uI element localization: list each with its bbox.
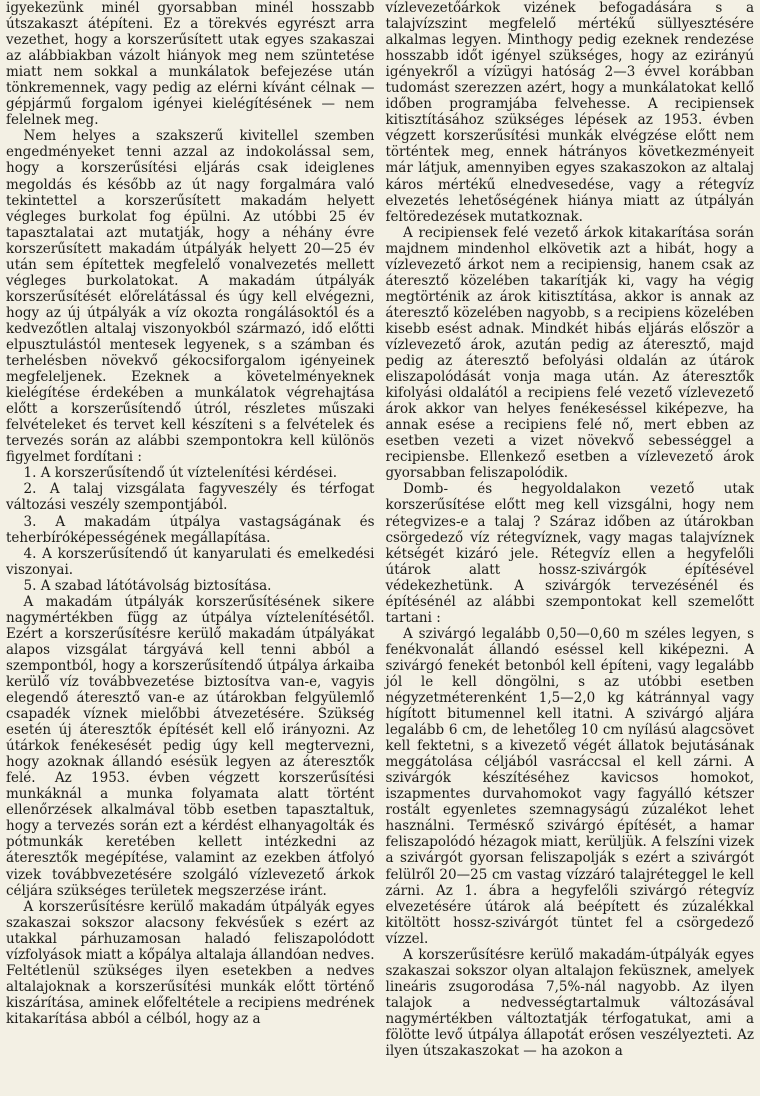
paragraph: vízlevezetőárkok vizének befogadására s a talajvízszint megfelelő mértékű süllyesztésére alkalmas legyen. Minthogy pedig ezeknek rendezése hosszabb időt igényel szükséges, hogy az ezirányú igényekről a vízügyi hatóság 2—3 évvel korábban tudomást szerezzen azért, hogy a munkálatokat kellő időben programjába felvehesse. A recipiensek kitisztításához szükséges lépések az 1953. évben végzett korszerűsítési munkák elvégzése előtt nem történtek meg, ennek hátrányos következményeit már látjuk, amennyiben egyes szakaszokon az altalaj káros mértékű elnedvesedése, vagy a rétegvíz elvezetés lehetőségének hiánya miatt az útpályán feltöredezések mutatkoznak. (385, 0, 754, 225)
list-item: 4. A korszerűsítendő út kanyarulati és emelkedési viszonyai. (6, 545, 375, 578)
list-item: 5. A szabad látótávolság biztosítása. (23, 577, 272, 594)
list-item: 3. A makadám útpálya vastagságának és teherbíróképességének megállapítása. (6, 513, 375, 546)
paragraph: A szivárgó legalább 0,50—0,60 m széles legyen, s fenékvonalát állandó eséssel kell kiképezni. A szivárgó fenekét betonból kell építeni, vagy legalább jól le kell döngölni, s az utóbbi esetben négyzetméterenként 1,5—2,0 kg kátránnyal vagy hígított bitumennel kell itatni. A szivárgó aljára legalább 6 cm, de lehetőleg 10 cm nyílású alagcsövet kell fektetni, s a kivezető végét állatok bejutásának meggátolása céljából vasráccsal el kell zárni. A szivárgók készítéséhez kavicsos homokot, iszapmentes durvahomokot vagy fagyálló kétszer rostált egyenletes szemnagyságú zúzalékot lehet használni. Termésкő szivárgó építését, a hamar feliszapolódó hézagok miatt, kerüljük. A felszíni vizek a szivárgót gyorsan feliszapolják s ezért a szivárgót felülről 20—25 cm vastag vízzáró talajréteggel le kell zárni. Az 1. ábra a hegyfelőli szivárgó rétegvíz elvezetésére útárok alá beépített és zúzalékkal kitöltött hossz-szivárgót tüntet fel a csörgedező vízzel. (385, 625, 754, 947)
list-item: 2. A talaj vizsgálata fagyveszély és térfogat változási veszély szempontjából. (6, 481, 375, 514)
text-column-right (386, 0, 755, 1096)
paragraph: Nem helyes a szakszerű kivitellel szemben engedményeket tenni azzal az indokolással sem, hogy a korszerűsítési eljárás csak ideiglenes megoldás és később az út nagy forgalmára való tekintettel a korszerűsített makadám helyett végleges burkolat fog épülni. Az utóbbi 25 év tapasztalatai azt mutatják, hogy a néhány évre korszerűsített makadám útpályák helyett 20—25 év után sem építettek megfelelő vonalvezetés mellett végleges burkolatokat. A makadám útpályák korszerűsítését előrelátással és úgy kell elvégezni, hogy az új útpályák a víz okozta rongálásoktól és a kedvezőtlen altalaj viszonyokból származó, idő előtti elpusztulástól mentesek legyenek, s a számban és terhelésben növekvő gékocsiforgalom igényeinek megfeleljenek. Ezeknek a követelményeknek kielégítése érdekében a munkálatok végrehajtása előtt a korszerűsítendő útról, részletes műszaki felvételeket és tervet kell készíteni s a felvételek és tervezés során az alábbi szempontokra kell különös figyelmet fordítani : (6, 128, 375, 466)
list-item: 1. A korszerűsítendő út víztelenítési kérdései. (23, 465, 338, 482)
paragraph: Domb- és hegyoldalakon vezető utak korszerűsítése előtt meg kell vizsgálni, hogy nem rétegvizes-e a talaj ? Száraz időben az útárokban csörgedező víz rétegvíznek, vagy magas talajvíznek kétségét kizáró jele. Rétegvíz ellen a hegyfelőli útárok alatt hossz-szivárgók építésével védekezhetünk. A szivárgók tervezésénél és építésénél az alábbi szempontokat kell szemelőtt tartani : (385, 481, 754, 626)
text-column-left (6, 0, 375, 1096)
paragraph: A recipiensek felé vezető árkok kitakarítása során majdnem mindenhol elkövetik azt a hibát, hogy a vízlevezető árkot nem a recipiensig, hanem csak az áteresztő közelében takarítják ki, vagy ha végig megtörténik az árok kitisztítása, akkor is annak az áteresztő közelében nagyobb, s a recipiens közelében kisebb esést adnak. Mindkét hibás eljárás először a vízlevezető árok, azután pedig az áteresztő, majd pedig az áteresztő befolyási oldalán az útárok eliszapolódását vonja maga után. Az áteresztők kifolyási oldalától a recipiens felé vezető vízlevezető árok akkor van helyes fenékeséssel kiképezve, ha annak esése a recipiens felé nő, mert ebben az esetben vezeti a vizet növekvő sebességgel a recipiensbe. Ellenkező esetben a vízlevezető árok gyorsabban feliszapolódik. (385, 224, 754, 482)
paragraph: A korszerűsítésre kerülő makadám útpályák egyes szakaszai sokszor alacsony fekvésűek s ezért az utakkal párhuzamosan haladó feliszapolódott vízfolyások miatt a kőpálya altalaja állandóan nedves. Feltétlenül szükséges ilyen esetekben a nedves altalajoknak a korszerűsítési munkák előtt történő kiszárítása, aminek előfeltétele a recipiens medrének kitakarítása abból a célból, hogy az a (6, 898, 375, 1027)
paragraph: igyekezünk minél gyorsabban minél hosszabb útszakaszt átépíteni. Ez a törekvés egyrészt arra vezethet, hogy a korszerűsített utak egyes szakaszai az alábbiakban vázolt hiányok meg nem szüntetése miatt nem sokkal a munkálatok befejezése után tönkremennek, vagy pedig az elérni kívánt célnak — gépjármű forgalom igényei kielégítésének — nem felelnek meg. (6, 0, 375, 129)
paragraph: A korszerűsítésre kerülő makadám-útpályák egyes szakaszai sokszor olyan altalajon feküsznek, amelyek lineáris zsugorodása 7,5%-nál nagyobb. Az ilyen talajok a nedvességtartalmuk változásával nagymértékben változtatják térfogatukat, ami a fölötte levő útpálya állapotát erősen veszélyezteti. Az ilyen útszakaszokat — ha azokon a (385, 946, 754, 1060)
paragraph: A makadám útpályák korszerűsítésének sikere nagymértékben függ az útpálya víztelenítésétől. Ezért a korszerűsítésre kerülő makadám útpályákat alapos vizsgálat tárgyává kell tenni abból a szempontból, hogy a korszerűsítendő útpálya árkaiba kerülő víz továbbvezetése biztosítva van-e, vagyis elegendő áteresztő van-e az útárokban felgyülemlő csapadék víznek mielőbbi átvezetésére. Szükség esetén új áteresztők építését kell elő irányozni. Az útárkok fenékesését pedig úgy kell megtervezni, hogy azoknak állandó esésük legyen az áteresztők felé. Az 1953. évben végzett korszerűsítési munkáknál a munka folyamata alatt történt ellenőrzések alkalmával több esetben tapasztaltuk, hogy a tervezés során ezt a kérdést elhanyagolták és pótmunkák keretében kellett intézkedni az áteresztők megépítése, valamint az ezekben átfolyó vizek továbbvezetésére szolgáló vízlevezető árkok céljára szükséges területek megszerzése iránt. (6, 593, 375, 899)
